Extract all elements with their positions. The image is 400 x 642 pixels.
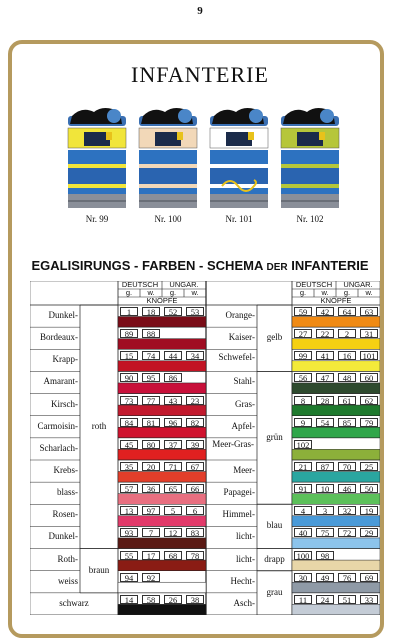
cap-blue — [249, 109, 263, 123]
right-button-number: 27 — [294, 329, 312, 338]
right-colour-swatch — [292, 361, 380, 372]
right-group-label: grau — [266, 586, 283, 597]
left-button-number: 44 — [164, 351, 182, 360]
right-header-g: g. — [299, 288, 307, 297]
right-colour-swatch — [292, 494, 380, 505]
left-button-number: 71 — [164, 462, 182, 471]
right-button-number: 101 — [360, 351, 378, 360]
right-row-label: Kaiser- — [228, 332, 255, 343]
right-button-number: 75 — [316, 528, 334, 537]
right-colour-swatch — [292, 449, 380, 460]
uniform-1 — [66, 106, 128, 210]
right-button-number: 48 — [338, 373, 356, 382]
right-colour-swatch — [292, 538, 380, 549]
cuff-dark — [210, 168, 268, 184]
left-row-label: Carmoisin- — [37, 420, 78, 431]
right-button-number: 16 — [338, 351, 356, 360]
left-header-knoepfe: KNÖPFE — [146, 296, 178, 305]
left-button-number: 78 — [186, 551, 204, 560]
right-button-number: 31 — [360, 329, 378, 338]
right-row-label: licht- — [236, 531, 255, 542]
left-header-g: g. — [169, 288, 177, 297]
left-button-number: 84 — [120, 418, 138, 427]
left-button-number: 14 — [120, 595, 138, 604]
left-button-number: 55 — [120, 551, 138, 560]
right-row-label: Papagei- — [223, 487, 255, 498]
left-button-number: 93 — [120, 528, 138, 537]
right-button-number: 9 — [294, 418, 312, 427]
right-button-number: 59 — [294, 307, 312, 316]
right-button-number: 54 — [316, 418, 334, 427]
left-button-number: 65 — [164, 484, 182, 493]
left-button-number: 89 — [120, 329, 138, 338]
right-row-label: Himmel- — [222, 509, 255, 520]
left-button-number: 58 — [142, 595, 160, 604]
left-colour-swatch — [118, 449, 206, 460]
left-colour-swatch — [118, 383, 206, 394]
right-colour-swatch — [292, 427, 380, 438]
right-header-w: w. — [365, 288, 373, 297]
left-row-label: Krapp- — [52, 354, 78, 365]
right-button-number: 50 — [360, 484, 378, 493]
left-colour-swatch — [118, 494, 206, 505]
right-button-number: 19 — [360, 506, 378, 515]
right-row-label: Meer-Gras- — [212, 438, 254, 449]
left-colour-swatch — [118, 538, 206, 549]
right-header-ungar: UNGAR. — [343, 280, 373, 289]
left-button-number: 37 — [164, 440, 182, 449]
left-row-label: blass- — [57, 487, 78, 498]
right-button-number: 102 — [294, 440, 312, 449]
right-button-number: 64 — [338, 307, 356, 316]
left-button-number: 45 — [120, 440, 138, 449]
left-row-label: Rosen- — [52, 509, 78, 520]
left-row-label: schwarz — [59, 597, 89, 608]
right-header-deutsch: DEUTSCH — [295, 280, 333, 289]
right-header-knoepfe: KNÖPFE — [320, 296, 352, 305]
left-colour-swatch — [118, 427, 206, 438]
right-button-number: 25 — [360, 462, 378, 471]
right-button-number: 33 — [360, 595, 378, 604]
cap-blue — [320, 109, 334, 123]
left-button-number: 53 — [186, 307, 204, 316]
right-button-number: 76 — [338, 573, 356, 582]
left-button-number: 77 — [142, 396, 160, 405]
right-button-number: 47 — [316, 373, 334, 382]
right-button-number: 91 — [294, 484, 312, 493]
left-button-number: 96 — [164, 418, 182, 427]
collar-badge — [177, 132, 183, 140]
right-group-label: gelb — [266, 332, 283, 343]
right-header-w: w. — [321, 288, 329, 297]
left-button-number: 17 — [142, 551, 160, 560]
left-colour-swatch — [118, 516, 206, 527]
right-button-number: 29 — [360, 528, 378, 537]
left-button-number: 57 — [120, 484, 138, 493]
cuff-dark — [68, 168, 126, 184]
right-row-label: Meer- — [233, 465, 255, 475]
left-button-number: 18 — [142, 307, 160, 316]
right-colour-swatch — [292, 383, 380, 394]
collar-badge — [106, 132, 112, 140]
left-button-number: 94 — [120, 573, 138, 582]
left-colour-swatch — [118, 339, 206, 350]
left-group-label: roth — [91, 420, 107, 431]
right-button-number: 41 — [316, 351, 334, 360]
right-button-number: 21 — [294, 462, 312, 471]
right-button-number: 32 — [338, 506, 356, 515]
right-row-label: Schwefel- — [218, 352, 255, 363]
left-button-number: 83 — [186, 528, 204, 537]
subtitle-der: DER — [266, 262, 288, 273]
left-button-number: 34 — [186, 351, 204, 360]
left-row-label: Scharlach- — [39, 442, 78, 453]
right-button-number: 51 — [338, 595, 356, 604]
right-button-number: 100 — [294, 551, 312, 560]
right-button-number: 49 — [316, 573, 334, 582]
left-button-number: 81 — [142, 418, 160, 427]
left-row-label: Dunkel- — [48, 531, 78, 542]
right-button-number: 98 — [316, 551, 334, 560]
left-button-number: 92 — [142, 573, 160, 582]
right-button-number: 3 — [316, 506, 334, 515]
page-title: INFANTERIE — [131, 62, 269, 87]
right-button-number: 4 — [294, 506, 312, 515]
right-button-number: 63 — [360, 307, 378, 316]
right-colour-swatch — [292, 560, 380, 571]
right-button-number: 79 — [360, 418, 378, 427]
left-colour-swatch — [118, 582, 206, 593]
right-colour-swatch — [292, 339, 380, 350]
right-button-number: 11 — [294, 595, 312, 604]
right-button-number: 24 — [316, 595, 334, 604]
right-button-number: 22 — [316, 329, 334, 338]
collar-badge — [248, 132, 254, 140]
left-group-label: braun — [88, 564, 110, 575]
subtitle-main: EGALISIRUNGS - FARBEN - SCHEMA — [31, 258, 267, 273]
right-row-label: Apfel- — [231, 420, 255, 431]
left-button-number: 88 — [142, 329, 160, 338]
uniform-label-1: Nr. 99 — [85, 214, 109, 224]
left-colour-swatch — [118, 317, 206, 328]
right-button-number: 62 — [360, 396, 378, 405]
uniform-label-3: Nr. 101 — [225, 214, 253, 224]
left-button-number: 67 — [186, 462, 204, 471]
left-button-number: 15 — [120, 351, 138, 360]
right-button-number: 85 — [338, 418, 356, 427]
egalisirungs-table — [30, 281, 380, 615]
right-colour-swatch — [292, 516, 380, 527]
right-colour-swatch — [292, 604, 380, 615]
right-button-number: 42 — [316, 307, 334, 316]
right-colour-swatch — [292, 582, 380, 593]
right-row-label: Stahl- — [233, 376, 255, 387]
left-row-label: Amarant- — [43, 376, 78, 387]
right-colour-swatch — [292, 472, 380, 483]
left-row-label: weiss — [58, 575, 78, 586]
left-button-number: 86 — [164, 373, 182, 382]
left-button-number: 95 — [142, 373, 160, 382]
subtitle-end: INFANTERIE — [287, 258, 369, 273]
left-button-number: 52 — [164, 307, 182, 316]
left-header-w: w. — [191, 288, 199, 297]
left-button-number: 26 — [164, 595, 182, 604]
left-button-number: 7 — [142, 528, 160, 537]
right-button-number: 8 — [294, 396, 312, 405]
left-colour-swatch — [118, 361, 206, 372]
left-button-number: 20 — [142, 462, 160, 471]
left-button-number: 38 — [186, 595, 204, 604]
right-header-g: g. — [343, 288, 351, 297]
cuff-dark — [281, 168, 339, 184]
left-button-number: 1 — [120, 307, 138, 316]
uniform-3 — [208, 106, 270, 210]
page-number: 9 — [197, 5, 203, 17]
right-row-label: Asch- — [233, 597, 255, 608]
left-button-number: 36 — [142, 484, 160, 493]
right-colour-swatch — [292, 317, 380, 328]
right-button-number: 28 — [316, 396, 334, 405]
right-button-number: 87 — [316, 462, 334, 471]
right-group-label: drapp — [264, 553, 285, 564]
left-row-label: Bordeaux- — [40, 332, 78, 343]
left-header-g: g. — [125, 288, 133, 297]
right-button-number: 60 — [360, 373, 378, 382]
left-button-number: 66 — [186, 484, 204, 493]
left-colour-swatch — [118, 604, 206, 615]
right-button-number: 72 — [338, 528, 356, 537]
left-colour-swatch — [118, 472, 206, 483]
left-button-number: 23 — [186, 396, 204, 405]
left-button-number: 90 — [120, 373, 138, 382]
left-button-number: 13 — [120, 506, 138, 515]
left-button-number: 80 — [142, 440, 160, 449]
left-colour-swatch — [118, 560, 206, 571]
left-header-ungar: UNGAR. — [169, 280, 199, 289]
left-row-label: Kirsch- — [51, 398, 78, 409]
right-button-number: 56 — [294, 373, 312, 382]
left-row-label: Krebs- — [53, 465, 78, 475]
left-header-w: w. — [147, 288, 155, 297]
right-group-label: grün — [266, 431, 283, 442]
left-button-number: 43 — [164, 396, 182, 405]
right-button-number: 61 — [338, 396, 356, 405]
left-row-label: Roth- — [57, 553, 78, 564]
cuff-dark — [139, 168, 197, 184]
left-row-label: Dunkel- — [48, 310, 78, 320]
right-button-number: 99 — [294, 351, 312, 360]
right-group-label: blau — [266, 520, 283, 531]
right-button-number: 40 — [294, 528, 312, 537]
right-row-label: Gras- — [235, 398, 255, 409]
uniform-label-4: Nr. 102 — [296, 214, 324, 224]
right-button-number: 10 — [316, 484, 334, 493]
left-colour-swatch — [118, 405, 206, 416]
left-button-number: 12 — [164, 528, 182, 537]
table-title — [0, 258, 400, 273]
right-colour-swatch — [292, 405, 380, 416]
right-button-number: 2 — [338, 329, 356, 338]
cap-blue — [107, 109, 121, 123]
left-button-number: 6 — [186, 506, 204, 515]
left-button-number: 73 — [120, 396, 138, 405]
collar-badge — [319, 132, 325, 140]
right-button-number: 46 — [338, 484, 356, 493]
uniform-label-2: Nr. 100 — [154, 214, 182, 224]
right-button-number: 70 — [338, 462, 356, 471]
left-button-number: 5 — [164, 506, 182, 515]
right-row-label: Hecht- — [230, 575, 255, 586]
right-row-label: licht- — [236, 553, 255, 564]
left-button-number: 82 — [186, 418, 204, 427]
left-button-number: 68 — [164, 551, 182, 560]
right-row-label: Orange- — [225, 310, 255, 320]
left-button-number: 74 — [142, 351, 160, 360]
cap-blue — [178, 109, 192, 123]
uniform-2 — [137, 106, 199, 210]
right-button-number: 30 — [294, 573, 312, 582]
left-button-number: 35 — [120, 462, 138, 471]
uniform-4 — [279, 106, 341, 210]
left-button-number: 97 — [142, 506, 160, 515]
left-button-number: 39 — [186, 440, 204, 449]
left-header-deutsch: DEUTSCH — [121, 280, 159, 289]
right-button-number: 69 — [360, 573, 378, 582]
